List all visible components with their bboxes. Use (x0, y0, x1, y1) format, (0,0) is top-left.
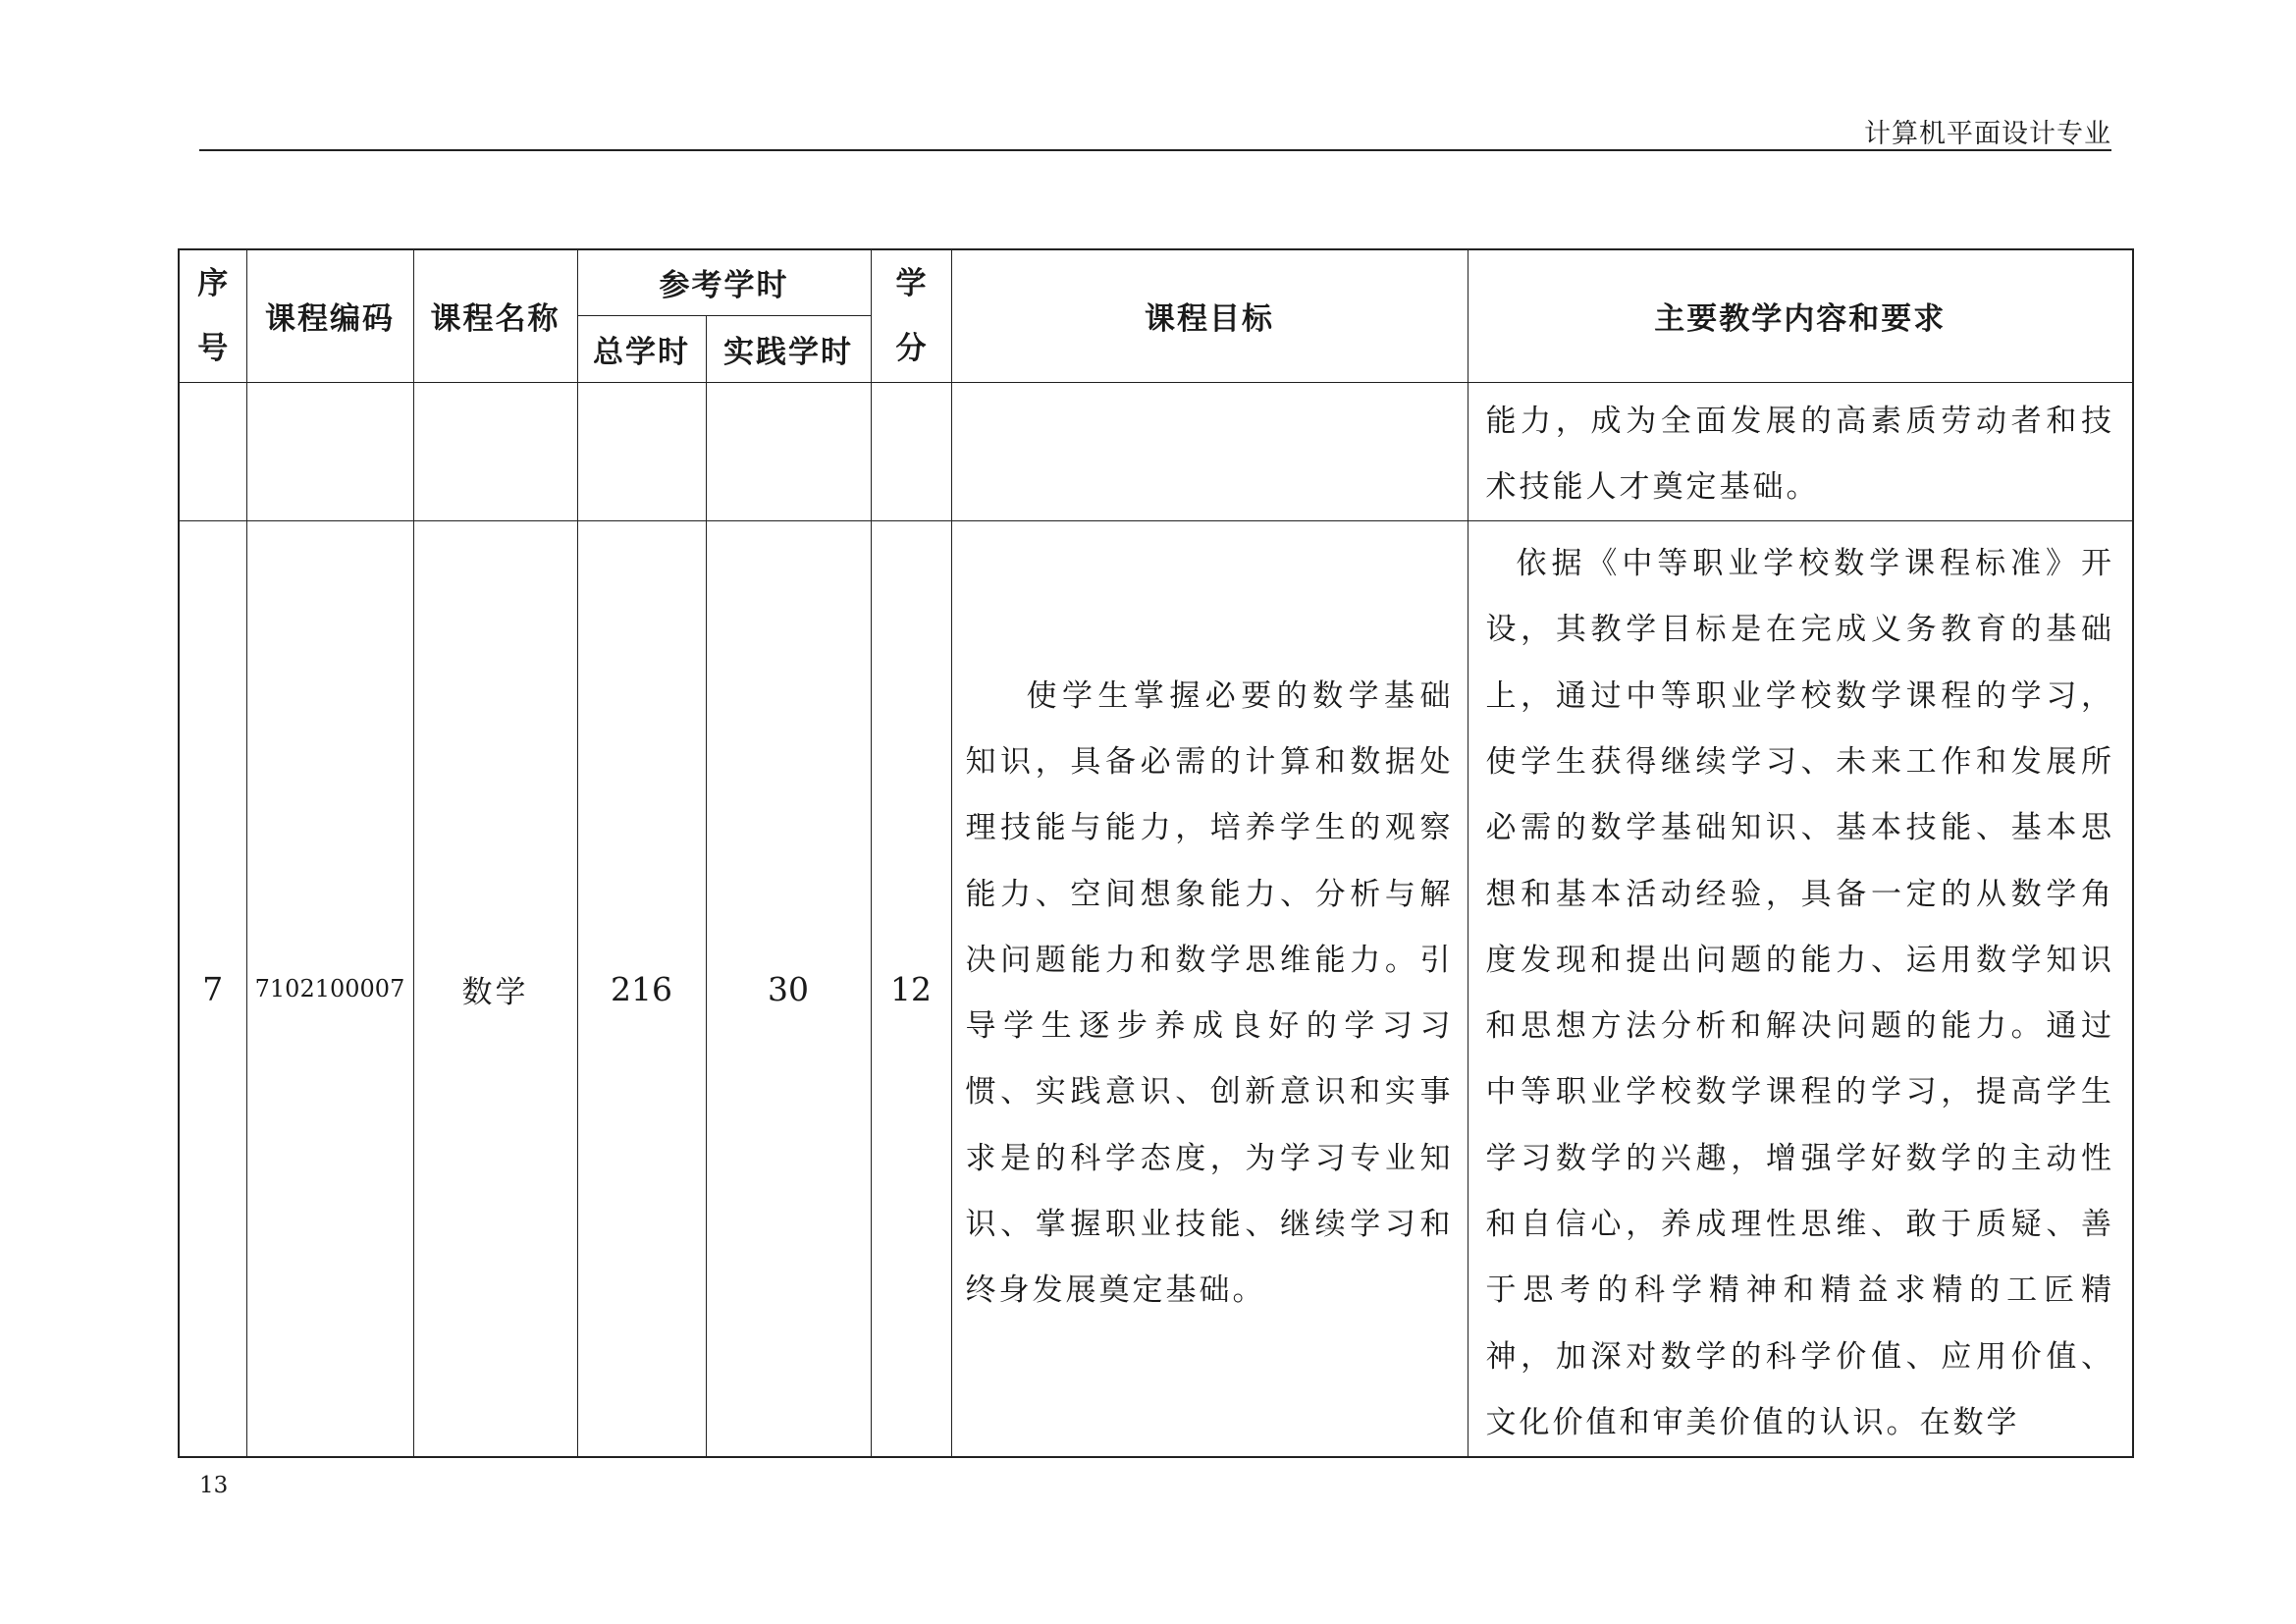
row-seq: 7 (179, 521, 246, 1458)
header-course-goal: 课程目标 (951, 249, 1468, 382)
header-credit-line2: 分 (895, 330, 927, 366)
row-credit: 12 (871, 521, 951, 1458)
header-main-content: 主要教学内容和要求 (1468, 249, 2133, 382)
row-total-hours: 216 (577, 521, 706, 1458)
header-seq (179, 249, 246, 382)
document-header-title: 计算机平面设计专业 (1864, 119, 2111, 149)
header-seq-line2: 号 (197, 330, 229, 366)
page-number: 13 (199, 1473, 229, 1498)
header-course-code: 课程编码 (246, 249, 413, 382)
header-seq-line1: 序 (197, 265, 229, 301)
course-table (178, 248, 2134, 1458)
header-rule (199, 149, 2111, 151)
row-course-goal-text: 使学生掌握必要的数学基础知识，具备必需的计算和数据处理技能与能力，培养学生的观察能力、空间想象能力、分析与解决问题能力和数学思维能力。引导学生逐步养成良好的学习习惯、实践意识、创新意识和实事求是的科学态度，为学习专业知识、掌握职业技能、继续学习和终身发展奠定基础。 (965, 677, 1454, 1309)
header-reference-hours: 参考学时 (577, 249, 871, 315)
continuation-row (179, 382, 2133, 521)
header-credit (871, 249, 951, 382)
header-credit-line1: 学 (895, 265, 927, 301)
header-total-hours: 总学时 (577, 315, 706, 382)
header-course-name: 课程名称 (413, 249, 577, 382)
header-practice-hours: 实践学时 (706, 315, 871, 382)
row-course-name: 数学 (413, 521, 577, 1458)
header-row-1 (179, 249, 2133, 315)
row-practice-hours: 30 (706, 521, 871, 1458)
table-row (179, 521, 2133, 1458)
row-main-content-text: 依据《中等职业学校数学课程标准》开设，其教学目标是在完成义务教育的基础上，通过中等职业学校数学课程的学习，使学生获得继续学习、未来工作和发展所必需的数学基础知识、基本技能、基本思想和基本活动经验，具备一定的从数学角度发现和提出问题的能力、运用数学知识和思想方法分析和解决问题的能力。通过中等职业学校数学课程的学习，提高学生学习数学的兴趣，增强学好数学的主动性和自信心，养成理性思维、敢于质疑、善于思考的科学精神和精益求精的工匠精神，加深对数学的科学价值、应用价值、文化价值和审美价值的认识。在数学 (1485, 546, 2114, 1440)
row-course-code: 7102100007 (246, 521, 413, 1458)
continuation-content-text: 能力，成为全面发展的高素质劳动者和技术技能人才奠定基础。 (1485, 403, 2114, 505)
